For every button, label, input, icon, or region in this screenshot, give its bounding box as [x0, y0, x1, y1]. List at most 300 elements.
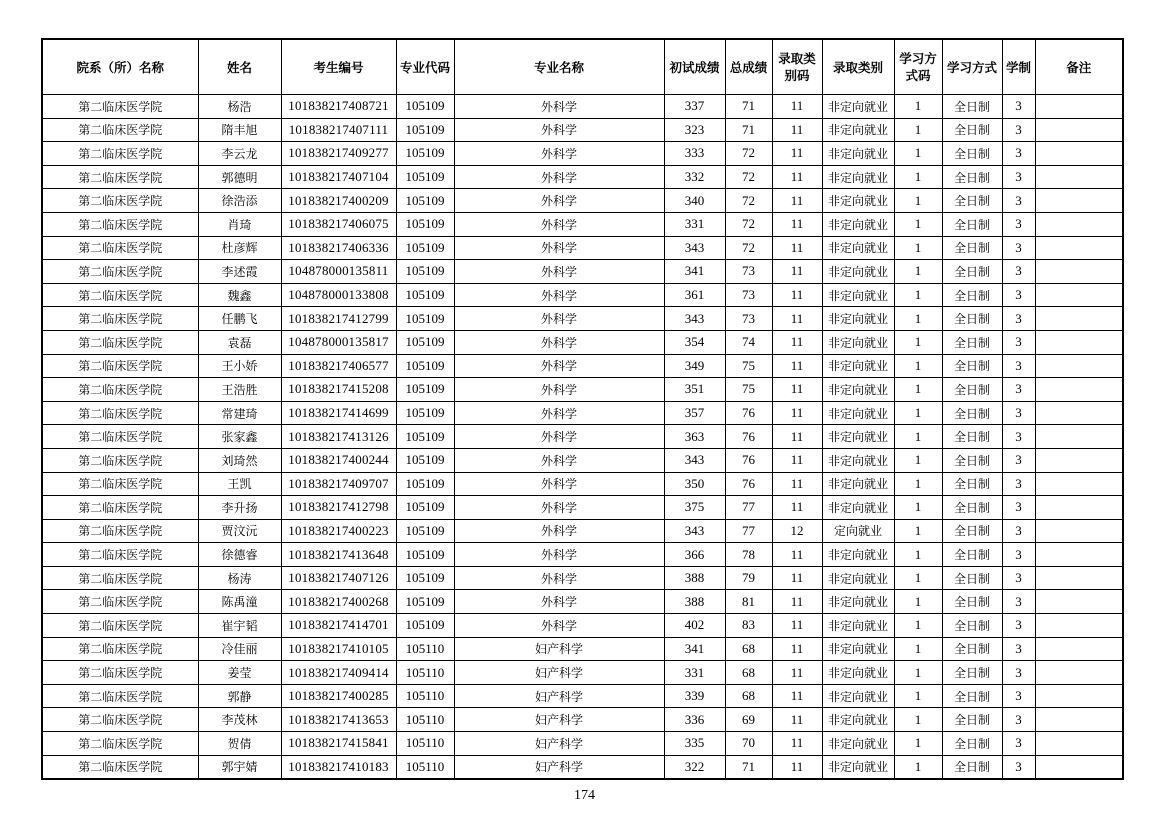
table-row	[42, 661, 1123, 685]
cell-study-mode-code: 1	[894, 307, 942, 331]
cell-candidate-id: 101838217407126	[281, 566, 396, 590]
cell-duration: 3	[1002, 212, 1035, 236]
cell-initial-score: 350	[664, 472, 725, 496]
cell-department: 第二临床医学院	[42, 425, 198, 449]
cell-study-mode: 全日制	[942, 378, 1002, 402]
cell-admission-type: 非定向就业	[822, 496, 894, 520]
header-duration: 学制	[1002, 39, 1035, 95]
cell-duration: 3	[1002, 543, 1035, 567]
cell-name: 冷佳丽	[198, 637, 281, 661]
cell-major-name: 外科学	[454, 614, 664, 638]
cell-department: 第二临床医学院	[42, 543, 198, 567]
cell-study-mode: 全日制	[942, 755, 1002, 779]
cell-total-score: 75	[725, 354, 772, 378]
cell-remarks	[1035, 661, 1123, 685]
cell-total-score: 76	[725, 425, 772, 449]
cell-duration: 3	[1002, 732, 1035, 756]
cell-study-mode-code: 1	[894, 637, 942, 661]
cell-remarks	[1035, 732, 1123, 756]
cell-total-score: 72	[725, 142, 772, 166]
cell-major-code: 105109	[396, 354, 454, 378]
cell-department: 第二临床医学院	[42, 708, 198, 732]
cell-admission-type: 非定向就业	[822, 378, 894, 402]
cell-study-mode-code: 1	[894, 543, 942, 567]
cell-remarks	[1035, 496, 1123, 520]
cell-major-code: 105109	[396, 519, 454, 543]
cell-duration: 3	[1002, 472, 1035, 496]
cell-name: 徐德睿	[198, 543, 281, 567]
cell-initial-score: 341	[664, 637, 725, 661]
cell-duration: 3	[1002, 425, 1035, 449]
cell-study-mode-code: 1	[894, 519, 942, 543]
cell-major-name: 妇产科学	[454, 755, 664, 779]
header-admission-type-code: 录取类别码	[772, 39, 822, 95]
cell-major-name: 外科学	[454, 165, 664, 189]
cell-admission-type: 非定向就业	[822, 283, 894, 307]
cell-department: 第二临床医学院	[42, 661, 198, 685]
cell-total-score: 75	[725, 378, 772, 402]
cell-candidate-id: 101838217400223	[281, 519, 396, 543]
cell-major-name: 外科学	[454, 448, 664, 472]
cell-duration: 3	[1002, 590, 1035, 614]
cell-name: 刘琦然	[198, 448, 281, 472]
cell-major-name: 妇产科学	[454, 684, 664, 708]
cell-total-score: 76	[725, 448, 772, 472]
cell-admission-type-code: 11	[772, 496, 822, 520]
cell-total-score: 76	[725, 472, 772, 496]
cell-name: 贾汶沅	[198, 519, 281, 543]
cell-major-code: 105109	[396, 142, 454, 166]
cell-total-score: 72	[725, 189, 772, 213]
cell-study-mode: 全日制	[942, 354, 1002, 378]
table-row	[42, 189, 1123, 213]
cell-total-score: 74	[725, 330, 772, 354]
table-row	[42, 330, 1123, 354]
cell-major-name: 妇产科学	[454, 732, 664, 756]
cell-major-name: 外科学	[454, 566, 664, 590]
admission-table	[41, 38, 1124, 780]
cell-admission-type: 非定向就业	[822, 212, 894, 236]
cell-study-mode: 全日制	[942, 614, 1002, 638]
cell-initial-score: 366	[664, 543, 725, 567]
cell-initial-score: 357	[664, 401, 725, 425]
cell-major-name: 妇产科学	[454, 661, 664, 685]
cell-admission-type-code: 11	[772, 425, 822, 449]
cell-initial-score: 322	[664, 755, 725, 779]
cell-name: 王凯	[198, 472, 281, 496]
cell-remarks	[1035, 212, 1123, 236]
cell-candidate-id: 101838217410105	[281, 637, 396, 661]
cell-major-name: 外科学	[454, 519, 664, 543]
header-study-mode: 学习方式	[942, 39, 1002, 95]
cell-major-code: 105109	[396, 496, 454, 520]
cell-admission-type-code: 11	[772, 283, 822, 307]
cell-candidate-id: 101838217412798	[281, 496, 396, 520]
cell-admission-type: 非定向就业	[822, 236, 894, 260]
cell-candidate-id: 101838217406577	[281, 354, 396, 378]
table-row	[42, 236, 1123, 260]
cell-duration: 3	[1002, 637, 1035, 661]
cell-department: 第二临床医学院	[42, 448, 198, 472]
cell-admission-type-code: 11	[772, 708, 822, 732]
cell-major-code: 105109	[396, 566, 454, 590]
cell-major-name: 外科学	[454, 283, 664, 307]
table-row	[42, 260, 1123, 284]
cell-study-mode-code: 1	[894, 142, 942, 166]
header-initial-score: 初试成绩	[664, 39, 725, 95]
cell-admission-type: 非定向就业	[822, 448, 894, 472]
cell-candidate-id: 101838217410183	[281, 755, 396, 779]
cell-major-code: 105109	[396, 212, 454, 236]
cell-study-mode: 全日制	[942, 118, 1002, 142]
cell-admission-type-code: 11	[772, 755, 822, 779]
cell-initial-score: 331	[664, 661, 725, 685]
cell-admission-type: 非定向就业	[822, 708, 894, 732]
cell-remarks	[1035, 472, 1123, 496]
cell-remarks	[1035, 590, 1123, 614]
cell-admission-type: 非定向就业	[822, 425, 894, 449]
cell-department: 第二临床医学院	[42, 566, 198, 590]
cell-remarks	[1035, 142, 1123, 166]
cell-total-score: 76	[725, 401, 772, 425]
cell-candidate-id: 101838217406336	[281, 236, 396, 260]
table-row	[42, 448, 1123, 472]
cell-remarks	[1035, 755, 1123, 779]
page-number: 174	[574, 788, 595, 803]
cell-duration: 3	[1002, 142, 1035, 166]
cell-candidate-id: 104878000135811	[281, 260, 396, 284]
header-remarks: 备注	[1035, 39, 1123, 95]
cell-name: 崔宇韬	[198, 614, 281, 638]
cell-admission-type-code: 11	[772, 95, 822, 119]
cell-major-name: 外科学	[454, 472, 664, 496]
table-row	[42, 684, 1123, 708]
cell-name: 王小娇	[198, 354, 281, 378]
cell-candidate-id: 104878000135817	[281, 330, 396, 354]
header-total-score: 总成绩	[725, 39, 772, 95]
cell-study-mode: 全日制	[942, 732, 1002, 756]
cell-major-name: 外科学	[454, 330, 664, 354]
cell-admission-type-code: 11	[772, 142, 822, 166]
cell-remarks	[1035, 543, 1123, 567]
cell-study-mode-code: 1	[894, 260, 942, 284]
cell-study-mode-code: 1	[894, 684, 942, 708]
cell-major-name: 外科学	[454, 212, 664, 236]
header-admission-type: 录取类别	[822, 39, 894, 95]
cell-admission-type: 非定向就业	[822, 189, 894, 213]
cell-study-mode: 全日制	[942, 590, 1002, 614]
cell-name: 郭宇婧	[198, 755, 281, 779]
cell-candidate-id: 101838217412799	[281, 307, 396, 331]
cell-duration: 3	[1002, 189, 1035, 213]
cell-initial-score: 363	[664, 425, 725, 449]
cell-major-name: 妇产科学	[454, 708, 664, 732]
cell-study-mode-code: 1	[894, 661, 942, 685]
cell-major-name: 妇产科学	[454, 637, 664, 661]
table-row	[42, 637, 1123, 661]
cell-study-mode-code: 1	[894, 283, 942, 307]
cell-name: 隋丰旭	[198, 118, 281, 142]
cell-name: 张家鑫	[198, 425, 281, 449]
cell-admission-type-code: 11	[772, 732, 822, 756]
cell-name: 肖琦	[198, 212, 281, 236]
cell-study-mode: 全日制	[942, 212, 1002, 236]
cell-major-code: 105109	[396, 118, 454, 142]
cell-major-name: 外科学	[454, 401, 664, 425]
cell-total-score: 72	[725, 236, 772, 260]
cell-candidate-id: 101838217413653	[281, 708, 396, 732]
cell-initial-score: 343	[664, 307, 725, 331]
cell-initial-score: 361	[664, 283, 725, 307]
cell-remarks	[1035, 519, 1123, 543]
cell-total-score: 68	[725, 684, 772, 708]
cell-remarks	[1035, 260, 1123, 284]
cell-admission-type-code: 11	[772, 378, 822, 402]
table-row	[42, 118, 1123, 142]
table-row	[42, 142, 1123, 166]
table-row	[42, 519, 1123, 543]
cell-duration: 3	[1002, 260, 1035, 284]
header-candidate-id: 考生编号	[281, 39, 396, 95]
cell-total-score: 81	[725, 590, 772, 614]
cell-study-mode: 全日制	[942, 189, 1002, 213]
cell-total-score: 69	[725, 708, 772, 732]
table-row	[42, 566, 1123, 590]
table-row	[42, 590, 1123, 614]
cell-study-mode-code: 1	[894, 425, 942, 449]
cell-major-code: 105109	[396, 425, 454, 449]
cell-admission-type-code: 11	[772, 661, 822, 685]
cell-duration: 3	[1002, 330, 1035, 354]
cell-total-score: 73	[725, 260, 772, 284]
header-name: 姓名	[198, 39, 281, 95]
cell-major-name: 外科学	[454, 425, 664, 449]
cell-department: 第二临床医学院	[42, 95, 198, 119]
table-row	[42, 472, 1123, 496]
table-row	[42, 496, 1123, 520]
cell-study-mode: 全日制	[942, 637, 1002, 661]
cell-study-mode: 全日制	[942, 330, 1002, 354]
cell-study-mode-code: 1	[894, 472, 942, 496]
table-row	[42, 378, 1123, 402]
cell-major-code: 105110	[396, 732, 454, 756]
cell-candidate-id: 101838217406075	[281, 212, 396, 236]
cell-admission-type: 非定向就业	[822, 330, 894, 354]
cell-initial-score: 341	[664, 260, 725, 284]
cell-major-code: 105110	[396, 637, 454, 661]
cell-study-mode: 全日制	[942, 236, 1002, 260]
cell-department: 第二临床医学院	[42, 378, 198, 402]
cell-study-mode-code: 1	[894, 330, 942, 354]
cell-duration: 3	[1002, 661, 1035, 685]
cell-study-mode: 全日制	[942, 307, 1002, 331]
cell-study-mode-code: 1	[894, 448, 942, 472]
cell-candidate-id: 101838217407111	[281, 118, 396, 142]
cell-study-mode-code: 1	[894, 708, 942, 732]
table-row	[42, 212, 1123, 236]
cell-total-score: 72	[725, 165, 772, 189]
cell-study-mode-code: 1	[894, 732, 942, 756]
cell-study-mode-code: 1	[894, 95, 942, 119]
cell-admission-type-code: 11	[772, 236, 822, 260]
cell-admission-type: 非定向就业	[822, 755, 894, 779]
cell-department: 第二临床医学院	[42, 496, 198, 520]
cell-duration: 3	[1002, 95, 1035, 119]
cell-major-code: 105109	[396, 260, 454, 284]
cell-total-score: 77	[725, 496, 772, 520]
cell-name: 姜莹	[198, 661, 281, 685]
cell-candidate-id: 101838217400268	[281, 590, 396, 614]
cell-name: 杜彦辉	[198, 236, 281, 260]
cell-duration: 3	[1002, 566, 1035, 590]
cell-study-mode: 全日制	[942, 448, 1002, 472]
cell-initial-score: 339	[664, 684, 725, 708]
cell-total-score: 71	[725, 118, 772, 142]
table-row	[42, 425, 1123, 449]
cell-major-code: 105109	[396, 614, 454, 638]
cell-admission-type-code: 11	[772, 330, 822, 354]
cell-admission-type: 非定向就业	[822, 142, 894, 166]
cell-major-name: 外科学	[454, 260, 664, 284]
cell-initial-score: 333	[664, 142, 725, 166]
cell-admission-type-code: 11	[772, 118, 822, 142]
cell-name: 任鹏飞	[198, 307, 281, 331]
cell-admission-type-code: 11	[772, 307, 822, 331]
cell-major-code: 105109	[396, 283, 454, 307]
cell-name: 杨浩	[198, 95, 281, 119]
cell-admission-type-code: 11	[772, 212, 822, 236]
cell-study-mode: 全日制	[942, 260, 1002, 284]
cell-initial-score: 337	[664, 95, 725, 119]
cell-initial-score: 343	[664, 519, 725, 543]
cell-name: 徐浩添	[198, 189, 281, 213]
table-row	[42, 732, 1123, 756]
cell-remarks	[1035, 614, 1123, 638]
cell-department: 第二临床医学院	[42, 307, 198, 331]
cell-department: 第二临床医学院	[42, 614, 198, 638]
cell-major-name: 外科学	[454, 590, 664, 614]
cell-admission-type-code: 11	[772, 189, 822, 213]
cell-candidate-id: 101838217409707	[281, 472, 396, 496]
cell-study-mode-code: 1	[894, 354, 942, 378]
cell-admission-type-code: 11	[772, 637, 822, 661]
cell-study-mode-code: 1	[894, 755, 942, 779]
cell-department: 第二临床医学院	[42, 283, 198, 307]
cell-total-score: 83	[725, 614, 772, 638]
cell-name: 杨涛	[198, 566, 281, 590]
cell-candidate-id: 101838217409277	[281, 142, 396, 166]
cell-admission-type: 定向就业	[822, 519, 894, 543]
cell-admission-type-code: 11	[772, 448, 822, 472]
cell-admission-type-code: 11	[772, 354, 822, 378]
cell-admission-type-code: 11	[772, 165, 822, 189]
cell-department: 第二临床医学院	[42, 118, 198, 142]
cell-study-mode: 全日制	[942, 425, 1002, 449]
cell-admission-type: 非定向就业	[822, 354, 894, 378]
cell-remarks	[1035, 95, 1123, 119]
cell-duration: 3	[1002, 519, 1035, 543]
cell-admission-type-code: 11	[772, 472, 822, 496]
cell-study-mode-code: 1	[894, 212, 942, 236]
cell-name: 袁磊	[198, 330, 281, 354]
cell-duration: 3	[1002, 684, 1035, 708]
cell-admission-type: 非定向就业	[822, 307, 894, 331]
cell-name: 陈禹潼	[198, 590, 281, 614]
cell-initial-score: 375	[664, 496, 725, 520]
cell-name: 常建琦	[198, 401, 281, 425]
cell-duration: 3	[1002, 165, 1035, 189]
cell-major-name: 外科学	[454, 543, 664, 567]
cell-department: 第二临床医学院	[42, 684, 198, 708]
cell-admission-type-code: 11	[772, 614, 822, 638]
cell-remarks	[1035, 401, 1123, 425]
cell-duration: 3	[1002, 307, 1035, 331]
cell-department: 第二临床医学院	[42, 519, 198, 543]
cell-candidate-id: 101838217414701	[281, 614, 396, 638]
table-row	[42, 95, 1123, 119]
cell-duration: 3	[1002, 354, 1035, 378]
cell-major-code: 105109	[396, 590, 454, 614]
cell-department: 第二临床医学院	[42, 354, 198, 378]
cell-name: 郭德明	[198, 165, 281, 189]
cell-admission-type: 非定向就业	[822, 118, 894, 142]
cell-major-code: 105110	[396, 684, 454, 708]
cell-admission-type-code: 11	[772, 566, 822, 590]
cell-total-score: 71	[725, 95, 772, 119]
cell-initial-score: 351	[664, 378, 725, 402]
cell-total-score: 68	[725, 637, 772, 661]
cell-admission-type: 非定向就业	[822, 614, 894, 638]
cell-admission-type: 非定向就业	[822, 260, 894, 284]
cell-admission-type: 非定向就业	[822, 401, 894, 425]
table-row	[42, 614, 1123, 638]
cell-study-mode: 全日制	[942, 661, 1002, 685]
cell-department: 第二临床医学院	[42, 212, 198, 236]
cell-remarks	[1035, 189, 1123, 213]
cell-major-code: 105109	[396, 165, 454, 189]
cell-study-mode-code: 1	[894, 496, 942, 520]
cell-admission-type: 非定向就业	[822, 661, 894, 685]
cell-admission-type: 非定向就业	[822, 732, 894, 756]
cell-initial-score: 343	[664, 236, 725, 260]
cell-duration: 3	[1002, 708, 1035, 732]
cell-major-code: 105110	[396, 755, 454, 779]
table-row	[42, 283, 1123, 307]
cell-admission-type: 非定向就业	[822, 566, 894, 590]
cell-initial-score: 388	[664, 590, 725, 614]
cell-name: 郭静	[198, 684, 281, 708]
cell-study-mode: 全日制	[942, 95, 1002, 119]
cell-name: 李升扬	[198, 496, 281, 520]
cell-major-code: 105109	[396, 330, 454, 354]
cell-study-mode-code: 1	[894, 189, 942, 213]
cell-admission-type-code: 12	[772, 519, 822, 543]
cell-name: 李茂林	[198, 708, 281, 732]
cell-major-name: 外科学	[454, 95, 664, 119]
cell-major-code: 105109	[396, 189, 454, 213]
cell-department: 第二临床医学院	[42, 472, 198, 496]
cell-study-mode-code: 1	[894, 590, 942, 614]
cell-name: 王浩胜	[198, 378, 281, 402]
cell-admission-type: 非定向就业	[822, 590, 894, 614]
cell-admission-type: 非定向就业	[822, 165, 894, 189]
cell-duration: 3	[1002, 378, 1035, 402]
cell-total-score: 71	[725, 755, 772, 779]
cell-major-code: 105110	[396, 708, 454, 732]
cell-admission-type: 非定向就业	[822, 684, 894, 708]
cell-major-name: 外科学	[454, 118, 664, 142]
cell-admission-type-code: 11	[772, 260, 822, 284]
